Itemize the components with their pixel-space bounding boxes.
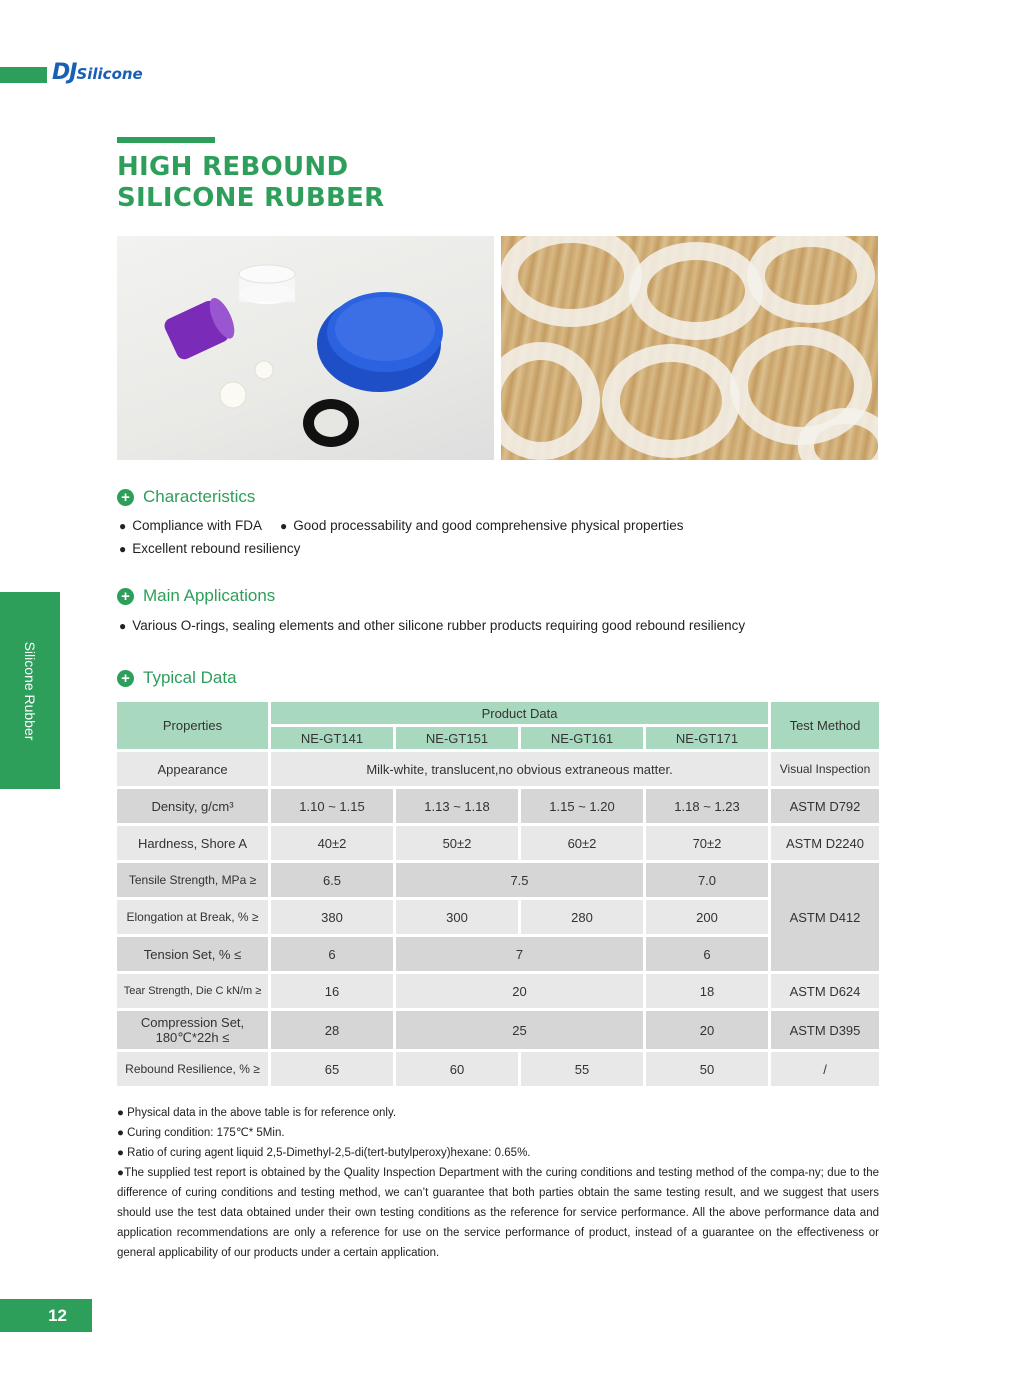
list-item: ● Compliance with FDA (119, 518, 262, 533)
applications-list (119, 618, 745, 633)
product-photo-parts (117, 236, 494, 460)
header-grade: NE-GT141 (271, 727, 393, 749)
typical-data-table (117, 702, 879, 1086)
page-number: 12 (0, 1299, 92, 1332)
header-grade: NE-GT161 (521, 727, 643, 749)
table-row: Appearance Milk-white, translucent,no obvious extraneous matter. Visual Inspection (117, 752, 879, 786)
header-grade: NE-GT151 (396, 727, 518, 749)
company-logo: DJSilicone (52, 60, 143, 85)
characteristics-list (119, 518, 684, 533)
table-row: Tear Strength, Die C kN/m ≥ 16 20 18 ASTM D624 (117, 974, 879, 1008)
characteristics-heading: + Characteristics (117, 487, 255, 507)
list-item: ● Various O-rings, sealing elements and other silicone rubber products requiring good rebound resiliency (119, 618, 745, 633)
plus-circle-icon: + (117, 670, 134, 687)
table-row: Compression Set, 180℃*22h ≤ 28 25 20 ASTM D395 (117, 1011, 879, 1049)
plus-circle-icon: + (117, 489, 134, 506)
footnote: ●The supplied test report is obtained by the Quality Inspection Department with the curing conditions and testing method of the compa-ny; due to the difference of curing conditions and testing method, we can’t guarantee that both parties obtain the same testing result, and we suggest that users should use the test data obtained under their own testing conditions as the reference for service performance. All the above performance data and application recommendations are only a reference for use on the service performance of product, instead of a guarantee on the effectiveness or general applicability of our products under a certain application. (117, 1167, 879, 1259)
applications-heading: + Main Applications (117, 586, 275, 606)
plus-circle-icon: + (117, 588, 134, 605)
table-row: Rebound Resilience, % ≥ 65 60 55 50 / (117, 1052, 879, 1086)
table-row: Density, g/cm³ 1.10 ~ 1.15 1.13 ~ 1.18 1.15 ~ 1.20 1.18 ~ 1.23 ASTM D792 (117, 789, 879, 823)
side-section-tab: Silicone Rubber (0, 592, 60, 789)
silicone-parts-illustration (117, 236, 494, 460)
header-test-method: Test Method (771, 702, 879, 749)
table-row: Tension Set, % ≤ 6 7 6 (117, 937, 879, 971)
table-row: Tensile Strength, MPa ≥ 6.5 7.5 7.0 ASTM D412 (117, 863, 879, 897)
product-photo-orings (501, 236, 878, 460)
footnotes (117, 1103, 879, 1263)
footnote: ● Ratio of curing agent liquid 2,5-Dimethyl-2,5-di(tert-butylperoxy)hexane: 0.65%. (117, 1147, 531, 1159)
page-title: HIGH REBOUND SILICONE RUBBER (117, 152, 385, 213)
table-row: Elongation at Break, % ≥ 380 300 280 200 (117, 900, 879, 934)
characteristics-list-2 (119, 541, 300, 556)
header-properties: Properties (117, 702, 268, 749)
table-row: Hardness, Shore A 40±2 50±2 60±2 70±2 ASTM D2240 (117, 826, 879, 860)
o-rings-illustration (501, 236, 878, 460)
header-grade: NE-GT171 (646, 727, 768, 749)
typical-data-heading: + Typical Data (117, 668, 237, 688)
header-product-data: Product Data (271, 702, 768, 724)
title-accent-bar (117, 137, 215, 143)
list-item: ● Good processability and good comprehensive physical properties (280, 518, 683, 533)
header-accent-bar (0, 67, 47, 83)
list-item: ● Excellent rebound resiliency (119, 541, 300, 556)
footnote: ● Curing condition: 175℃* 5Min. (117, 1127, 285, 1139)
footnote: ● Physical data in the above table is for reference only. (117, 1107, 397, 1119)
